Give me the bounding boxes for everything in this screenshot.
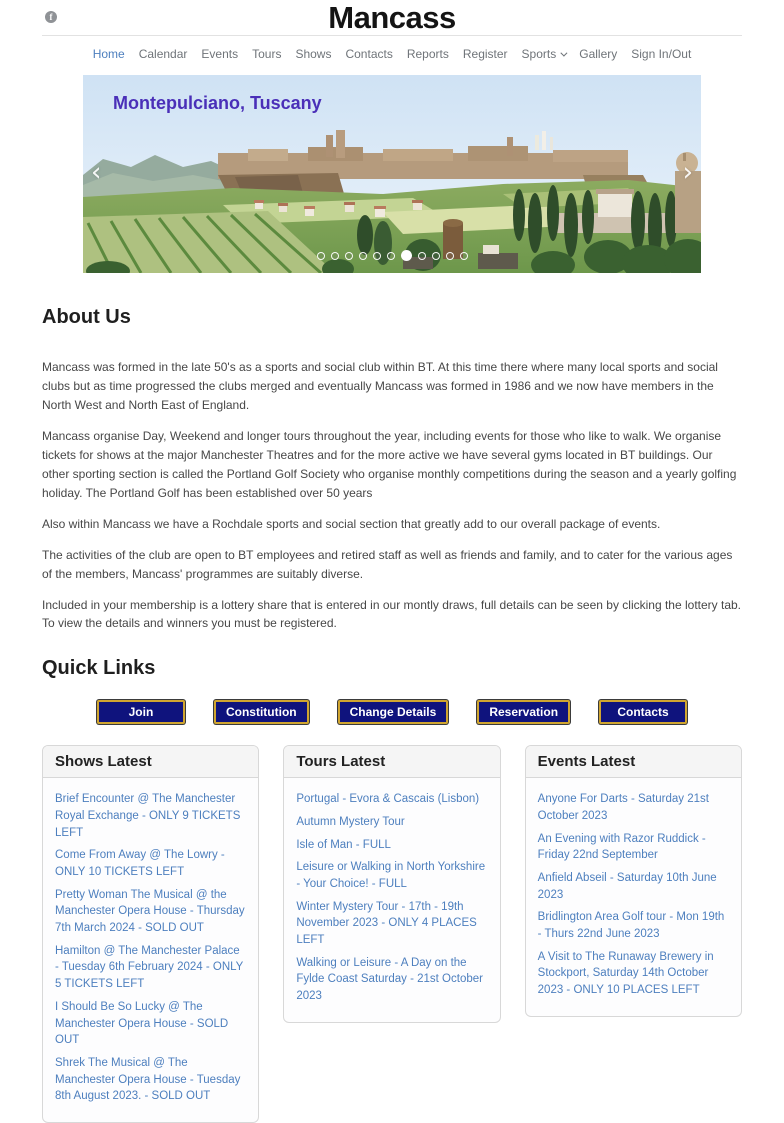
list-item[interactable]: Bridlington Area Golf tour - Mon 19th - Thurs 22nd June 2023 (537, 911, 725, 941)
about-section (42, 306, 742, 633)
card-title: Events Latest (526, 746, 741, 778)
nav-item-register[interactable] (463, 47, 508, 61)
facebook-icon[interactable]: f (45, 11, 57, 23)
carousel-dot-3[interactable] (345, 252, 353, 260)
list-item[interactable]: Shrek The Musical @ The Manchester Opera House - Tuesday 8th August 2023. - SOLD OUT (55, 1056, 241, 1103)
chevron-down-icon (561, 49, 568, 56)
nav-item-label: Sports (521, 47, 557, 61)
list-item[interactable]: Leisure or Walking in North Yorkshire - Your Choice! - FULL (296, 861, 486, 891)
nav-item-label: Sign In/Out (631, 47, 692, 61)
change-details-button[interactable]: Change Details (338, 700, 449, 724)
card-body (43, 778, 258, 1121)
list-item[interactable]: Anyone For Darts - Saturday 21st October 2023 (537, 793, 709, 823)
carousel-next-button[interactable]: › (682, 157, 693, 188)
nav-item-events[interactable] (201, 47, 238, 61)
about-paragraph: Mancass organise Day, Weekend and longer tours throughout the year, including events for those who like to walk. We organise tickets for shows at the major Manchester Theatres and for the more active we have several gyms located in BT buildings. Our other sporting section is called the Portland Golf Society who organise monthly competitions during the season and a yearly golfing holiday. The Portland Golf has been established over 50 years (42, 428, 737, 500)
carousel-dot-8[interactable] (418, 252, 426, 260)
list-item[interactable]: Walking or Leisure - A Day on the Fylde Coast Saturday - 21st October 2023 (296, 956, 483, 1003)
list-item[interactable]: I Should Be So Lucky @ The Manchester Opera House - SOLD OUT (55, 1000, 229, 1047)
carousel-dot-11[interactable] (460, 252, 468, 260)
carousel-prev-button[interactable]: ‹ (91, 157, 102, 188)
main-nav (0, 36, 784, 70)
hero-carousel (83, 75, 701, 273)
carousel-dot-4[interactable] (359, 252, 367, 260)
list-item[interactable]: Portugal - Evora & Cascais (Lisbon) (296, 793, 480, 806)
quick-links-section (42, 657, 742, 724)
nav-item-label: Gallery (579, 47, 618, 61)
shows-latest-card (42, 745, 259, 1122)
list-item[interactable]: Isle of Man - FULL (296, 838, 391, 851)
nav-item-label: Reports (406, 47, 449, 61)
nav-item-label: Tours (252, 47, 282, 61)
quick-links-heading: Quick Links (42, 657, 156, 680)
page-content (0, 306, 784, 1123)
carousel-caption: Montepulciano, Tuscany (113, 93, 322, 113)
about-paragraph: Mancass was formed in the late 50's as a sports and social club within BT. At this time there where many local sports and social clubs but as time progressed the clubs merged and eventually Mancass was formed in 1986 and we now have members in the North West and North East of England. (42, 360, 718, 412)
about-paragraph: The activities of the club are open to BT employees and retired staff as well as friends and family, and to cater for the various ages of the members, Mancass' programmes are suitably diverse. (42, 547, 733, 581)
about-paragraphs (42, 358, 742, 633)
card-body (526, 778, 741, 1015)
nav-item-contacts[interactable] (345, 47, 392, 61)
list-item[interactable]: Brief Encounter @ The Manchester Royal Exchange - ONLY 9 TICKETS LEFT (55, 793, 241, 839)
nav-item-calendar[interactable] (139, 47, 188, 61)
card-title: Shows Latest (43, 746, 258, 778)
carousel-dots (83, 250, 701, 261)
nav-item-shows[interactable] (295, 47, 331, 61)
nav-item-label: Home (92, 47, 125, 61)
nav-item-sports[interactable] (522, 47, 566, 61)
about-paragraph: Also within Mancass we have a Rochdale sports and social section that greatly add to our overall package of events. (42, 516, 661, 531)
carousel-dot-2[interactable] (331, 252, 339, 260)
list-item[interactable]: Pretty Woman The Musical @ the Manchester Opera House - Thursday 7th March 2024 - SOLD OUT (55, 888, 245, 935)
constitution-button[interactable]: Constitution (214, 700, 309, 724)
events-latest-card (525, 745, 742, 1016)
nav-item-label: Register (462, 47, 508, 61)
list-item[interactable]: Come From Away @ The Lowry - ONLY 10 TICKETS LEFT (55, 849, 225, 879)
join-button[interactable]: Join (97, 700, 185, 724)
nav-item-label: Calendar (138, 47, 188, 61)
about-paragraph: Included in your membership is a lottery share that is entered in our montly draws, full details can be seen by clicking the lottery tab. To view the details and winners you must be registered. (42, 597, 742, 631)
quick-links-buttons (42, 700, 742, 724)
carousel-dot-7[interactable] (401, 250, 412, 261)
card-title: Tours Latest (284, 746, 499, 778)
nav-item-label: Events (201, 47, 239, 61)
nav-item-home[interactable] (93, 47, 125, 61)
card-body (284, 778, 499, 1021)
list-item[interactable]: Winter Mystery Tour - 17th - 19th November 2023 - ONLY 4 PLACES LEFT (296, 900, 477, 947)
nav-item-tours[interactable] (252, 47, 281, 61)
page-header (0, 0, 784, 70)
about-heading: About Us (42, 306, 131, 328)
nav-item-sign-in-out[interactable] (631, 47, 691, 61)
list-item[interactable]: Anfield Abseil - Saturday 10th June 2023 (537, 872, 717, 901)
nav-item-gallery[interactable] (579, 47, 617, 61)
contacts-button[interactable]: Contacts (599, 700, 687, 724)
nav-item-label: Contacts (345, 47, 393, 61)
list-item[interactable]: An Evening with Razor Ruddick - Friday 22nd September (537, 832, 706, 862)
carousel-dot-10[interactable] (446, 252, 454, 260)
site-title: Mancass (328, 0, 456, 35)
nav-item-reports[interactable] (407, 47, 449, 61)
list-item[interactable]: Autumn Mystery Tour (296, 816, 405, 829)
reservation-button[interactable]: Reservation (477, 700, 570, 724)
list-item[interactable]: Hamilton @ The Manchester Palace - Tuesday 6th February 2024 - ONLY 5 TICKETS LEFT (55, 944, 244, 991)
tours-latest-card (283, 745, 500, 1022)
carousel-dot-5[interactable] (373, 252, 381, 260)
carousel-dot-6[interactable] (387, 252, 395, 260)
carousel-dot-9[interactable] (432, 252, 440, 260)
latest-cards-row (42, 745, 742, 1122)
list-item[interactable]: A Visit to The Runaway Brewery in Stockport, Saturday 14th October 2023 - ONLY 10 PLACES LEFT (537, 950, 714, 997)
carousel-dot-1[interactable] (317, 252, 325, 260)
nav-item-label: Shows (295, 47, 332, 61)
